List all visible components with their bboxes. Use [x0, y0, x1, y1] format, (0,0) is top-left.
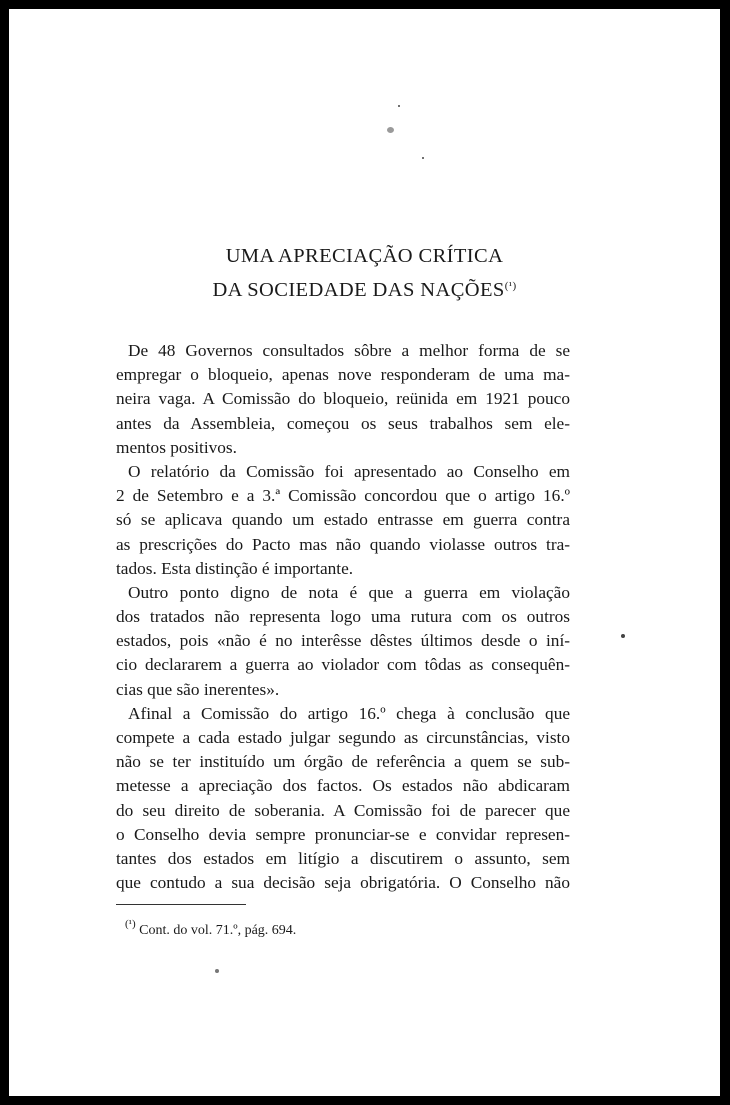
body-line: antes da Assembleia, começou os seus trabalhos sem ele-: [116, 413, 570, 433]
body-line: não se ter instituído um órgão de referência a quem se sub-: [116, 752, 570, 772]
body-line: do seu direito de soberania. A Comissão foi de parecer que: [116, 800, 570, 820]
body-line: tantes dos estados em litígio a discutirem o assunto, sem: [116, 848, 570, 868]
body-line: dos tratados não representa logo uma rutura com os outros: [116, 607, 570, 627]
body-line: cio declararem a guerra ao violador com tôdas as consequên-: [116, 655, 570, 675]
article-title: [9, 241, 720, 305]
body-line: neira vaga. A Comissão do bloqueio, reünida em 1921 pouco: [116, 389, 570, 409]
title-line-2-text: DA SOCIEDADE DAS NAÇÕES: [212, 279, 505, 301]
title-footnote-mark: (¹): [504, 280, 517, 292]
footnote: [125, 918, 296, 939]
speck-mark: [398, 105, 400, 107]
footnote-mark: (¹): [125, 918, 136, 930]
body-line: estados, pois «não é no interêsse dêstes últimos desde o iní-: [116, 631, 570, 651]
body-line: O relatório da Comissão foi apresentado ao Conselho em: [128, 461, 570, 481]
document-page: [9, 9, 720, 1096]
body-line: compete a cada estado julgar segundo as circunstâncias, visto: [116, 728, 570, 747]
footnote-divider: [116, 904, 246, 905]
body-line: cias que são inerentes».: [116, 679, 280, 699]
body-line: mentos positivos.: [116, 437, 237, 457]
body-text: [116, 339, 570, 895]
speck-mark: [621, 634, 625, 638]
body-line: tados. Esta distinção é importante.: [116, 558, 354, 578]
speck-mark: [387, 127, 394, 133]
body-line: Outro ponto digno de nota é que a guerra em violação: [128, 582, 570, 602]
body-line: as prescrições do Pacto mas não quando violasse outros tra-: [116, 534, 570, 554]
body-line: 2 de Setembro e a 3.ª Comissão concordou que o artigo 16.º: [116, 486, 570, 506]
title-line-2: [9, 271, 720, 305]
body-line: empregar o bloqueio, apenas nove responderam de uma ma-: [116, 365, 570, 385]
body-line: só se aplicava quando um estado entrasse em guerra contra: [116, 510, 570, 530]
body-line: metesse a apreciação dos factos. Os estados não abdicaram: [116, 776, 570, 796]
body-line: De 48 Governos consultados sôbre a melhor forma de se: [128, 341, 570, 360]
body-line: o Conselho devia sempre pronunciar-se e convidar represen-: [116, 824, 570, 844]
body-line: Afinal a Comissão do artigo 16.º chega à conclusão que: [128, 703, 570, 723]
speck-mark: [422, 157, 424, 159]
body-line: que contudo a sua decisão seja obrigatória. O Conselho não: [116, 873, 570, 893]
title-line-1: UMA APRECIAÇÃO CRÍTICA: [225, 245, 504, 267]
speck-mark: [215, 969, 219, 973]
footnote-text: Cont. do vol. 71.º, pág. 694.: [139, 923, 297, 938]
